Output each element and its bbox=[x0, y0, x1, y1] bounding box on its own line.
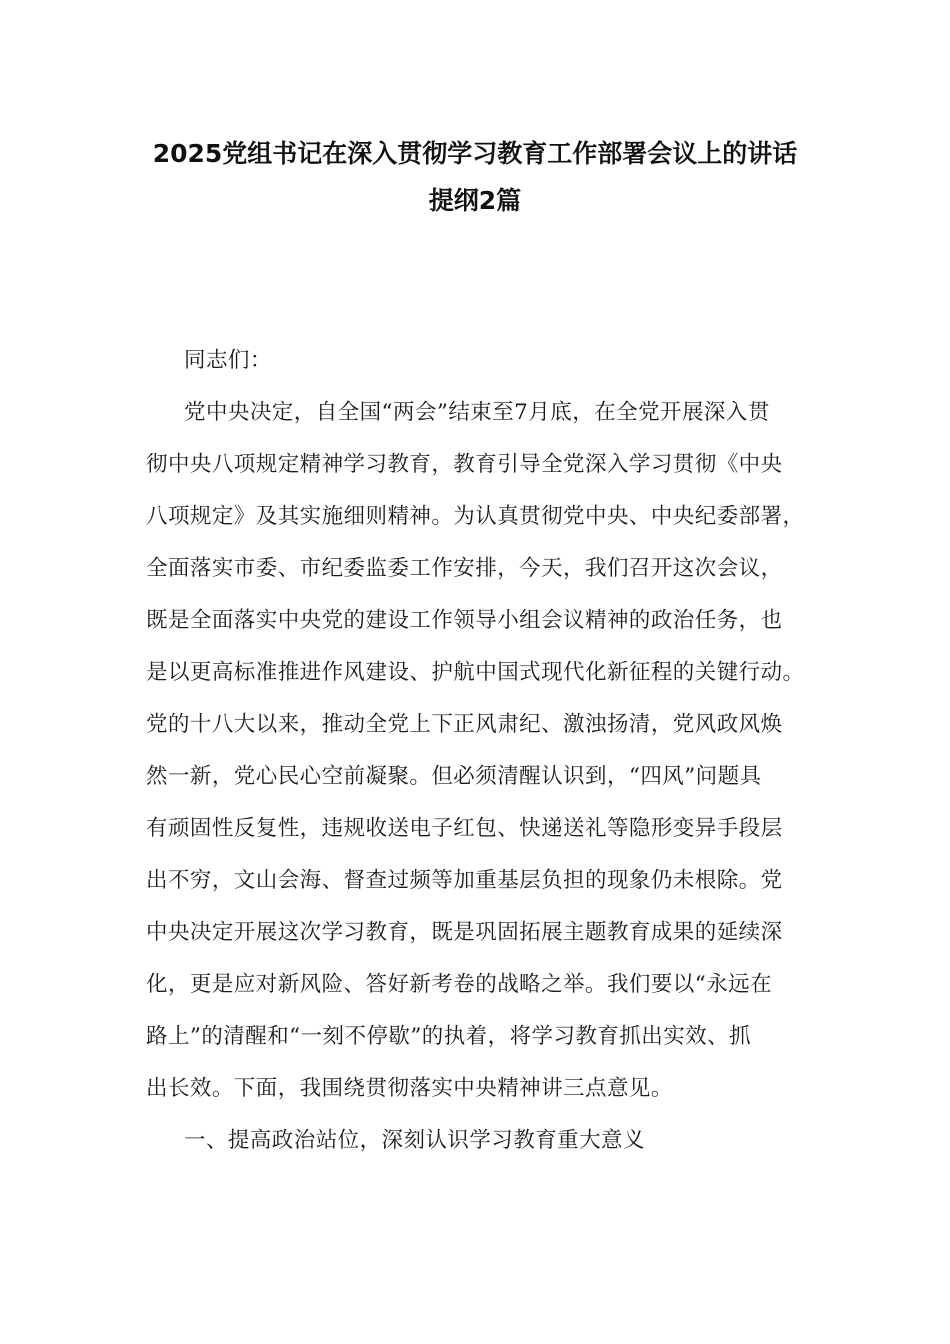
paragraph-line: 有顽固性反复性，违规收送电子红包、快递送礼等隐形变异手段层 bbox=[146, 816, 783, 841]
paragraph-line: 彻中央八项规定精神学习教育，教育引导全党深入学习贯彻《中央 bbox=[146, 452, 783, 477]
document-title-line-1: 2025党组书记在深入贯彻学习教育工作部署会议上的讲话 bbox=[152, 139, 798, 168]
paragraph-line: 党的十八大以来，推动全党上下正风肃纪、激浊扬清，党风政风焕 bbox=[146, 712, 783, 737]
section-heading: 一、提高政治站位，深刻认识学习教育重大意义 bbox=[184, 1128, 645, 1153]
paragraph-line: 八项规定》及其实施细则精神。为认真贯彻党中央、中央纪委部署， bbox=[146, 504, 805, 529]
paragraph-line: 全面落实市委、市纪委监委工作安排，今天，我们召开这次会议， bbox=[146, 556, 783, 581]
paragraph-line: 出长效。下面，我围绕贯彻落实中央精神讲三点意见。 bbox=[146, 1076, 673, 1101]
paragraph-line: 然一新，党心民心空前凝聚。但必须清醒认识到，“四风”问题具 bbox=[146, 764, 762, 789]
paragraph-line: 中央决定开展这次学习教育，既是巩固拓展主题教育成果的延续深 bbox=[146, 920, 783, 945]
paragraph-line: 路上”的清醒和“一刻不停歇”的执着，将学习教育抓出实效、抓 bbox=[146, 1024, 752, 1049]
paragraph-line: 是以更高标准推进作风建设、护航中国式现代化新征程的关键行动。 bbox=[146, 660, 805, 685]
greeting: 同志们： bbox=[184, 348, 272, 373]
paragraph-line: 既是全面落实中央党的建设工作领导小组会议精神的政治任务，也 bbox=[146, 608, 783, 633]
document-title-line-2: 提纲2篇 bbox=[428, 186, 522, 215]
paragraph-line: 出不穷，文山会海、督查过频等加重基层负担的现象仍未根除。党 bbox=[146, 868, 783, 893]
paragraph-line: 党中央决定，自全国“两会”结束至7月底，在全党开展深入贯 bbox=[184, 400, 770, 425]
paragraph-line: 化，更是应对新风险、答好新考卷的战略之举。我们要以“永远在 bbox=[146, 972, 773, 997]
